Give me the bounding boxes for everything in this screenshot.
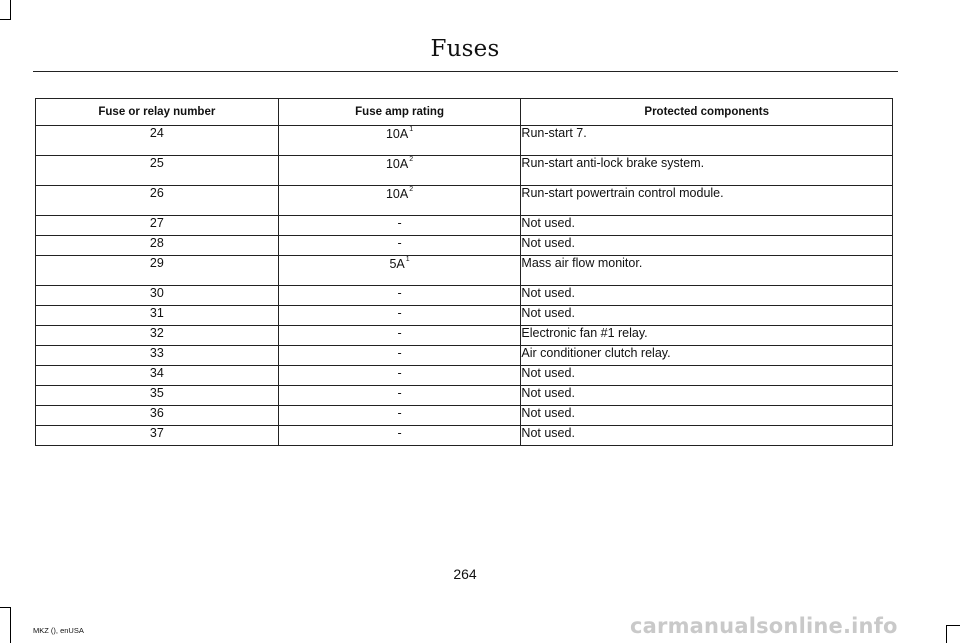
crop-mark-bottom-left-h: [0, 607, 11, 608]
amp-rating-value: -: [397, 286, 402, 300]
table-row: [36, 286, 893, 306]
table-row: [36, 186, 893, 216]
amp-rating-cell: [278, 156, 521, 186]
title-rule: [33, 71, 898, 72]
fuse-number-cell: 27: [36, 216, 279, 236]
fuse-table: [35, 98, 893, 446]
protected-component-cell: Not used.: [521, 366, 893, 386]
fuse-number-cell: 24: [36, 126, 279, 156]
protected-component-cell: Not used.: [521, 286, 893, 306]
amp-rating-cell: [278, 186, 521, 216]
fuse-number-cell: 26: [36, 186, 279, 216]
watermark-logo: carmanualsonline.info: [630, 614, 898, 638]
table-row: [36, 346, 893, 366]
fuse-number-cell: 31: [36, 306, 279, 326]
amp-rating-value: -: [397, 426, 402, 440]
protected-component-cell: Not used.: [521, 236, 893, 256]
amp-rating-cell: [278, 236, 521, 256]
protected-component-cell: Run-start 7.: [521, 126, 893, 156]
table-row: [36, 156, 893, 186]
protected-component-cell: Not used.: [521, 386, 893, 406]
amp-rating-value: -: [397, 346, 402, 360]
table-row: [36, 326, 893, 346]
table-row: [36, 306, 893, 326]
amp-rating-value: -: [397, 366, 402, 380]
fuse-number-cell: 33: [36, 346, 279, 366]
header-protected-components: Protected components: [521, 99, 893, 126]
amp-rating-value: -: [397, 306, 402, 320]
fuse-number-cell: 37: [36, 426, 279, 446]
amp-rating-value: -: [397, 406, 402, 420]
table-row: [36, 426, 893, 446]
protected-component-cell: Air conditioner clutch relay.: [521, 346, 893, 366]
amp-rating-cell: [278, 216, 521, 236]
page-title: Fuses: [430, 36, 500, 62]
protected-component-cell: Run-start powertrain control module.: [521, 186, 893, 216]
footer-label: MKZ (), enUSA: [33, 626, 84, 635]
fuse-number-cell: 28: [36, 236, 279, 256]
crop-mark-bottom-right-h: [946, 625, 960, 626]
crop-mark-bottom-right-v: [946, 625, 947, 643]
amp-rating-cell: [278, 306, 521, 326]
fuse-number-cell: 36: [36, 406, 279, 426]
amp-rating-cell: [278, 406, 521, 426]
protected-component-cell: Not used.: [521, 426, 893, 446]
fuse-number-cell: 35: [36, 386, 279, 406]
footnote-marker: 2: [409, 186, 414, 193]
fuse-number-cell: 32: [36, 326, 279, 346]
header-fuse-number: Fuse or relay number: [36, 99, 279, 126]
protected-component-cell: Not used.: [521, 406, 893, 426]
footnote-marker: 1: [405, 256, 410, 263]
amp-rating-cell: [278, 126, 521, 156]
table-row: [36, 126, 893, 156]
table-row: [36, 256, 893, 286]
fuse-number-cell: 30: [36, 286, 279, 306]
amp-rating-cell: [278, 346, 521, 366]
amp-rating-cell: [278, 386, 521, 406]
amp-rating-value: -: [397, 326, 402, 340]
crop-mark-top-left-v: [10, 0, 11, 20]
table-row: [36, 406, 893, 426]
amp-rating-cell: [278, 256, 521, 286]
protected-component-cell: Run-start anti-lock brake system.: [521, 156, 893, 186]
fuse-number-cell: 29: [36, 256, 279, 286]
table-row: [36, 366, 893, 386]
amp-rating-value: -: [397, 236, 402, 250]
fuse-table-body: [36, 126, 893, 446]
amp-rating-value: -: [397, 386, 402, 400]
header-amp-rating: Fuse amp rating: [278, 99, 521, 126]
protected-component-cell: Not used.: [521, 306, 893, 326]
footnote-marker: 2: [409, 156, 414, 163]
amp-rating-value: 10A: [385, 157, 409, 171]
protected-component-cell: Not used.: [521, 216, 893, 236]
amp-rating-value: 5A: [389, 257, 405, 271]
page-number: 264: [453, 566, 477, 582]
table-header-row: [36, 99, 893, 126]
crop-mark-bottom-left-v: [10, 607, 11, 643]
amp-rating-cell: [278, 286, 521, 306]
amp-rating-value: -: [397, 216, 402, 230]
protected-component-cell: Mass air flow monitor.: [521, 256, 893, 286]
table-row: [36, 236, 893, 256]
fuse-number-cell: 34: [36, 366, 279, 386]
protected-component-cell: Electronic fan #1 relay.: [521, 326, 893, 346]
amp-rating-value: 10A: [385, 127, 409, 141]
amp-rating-cell: [278, 326, 521, 346]
amp-rating-cell: [278, 366, 521, 386]
table-row: [36, 216, 893, 236]
amp-rating-cell: [278, 426, 521, 446]
footnote-marker: 1: [409, 126, 414, 133]
fuse-number-cell: 25: [36, 156, 279, 186]
table-row: [36, 386, 893, 406]
amp-rating-value: 10A: [385, 187, 409, 201]
crop-mark-top-left-h: [0, 19, 11, 20]
